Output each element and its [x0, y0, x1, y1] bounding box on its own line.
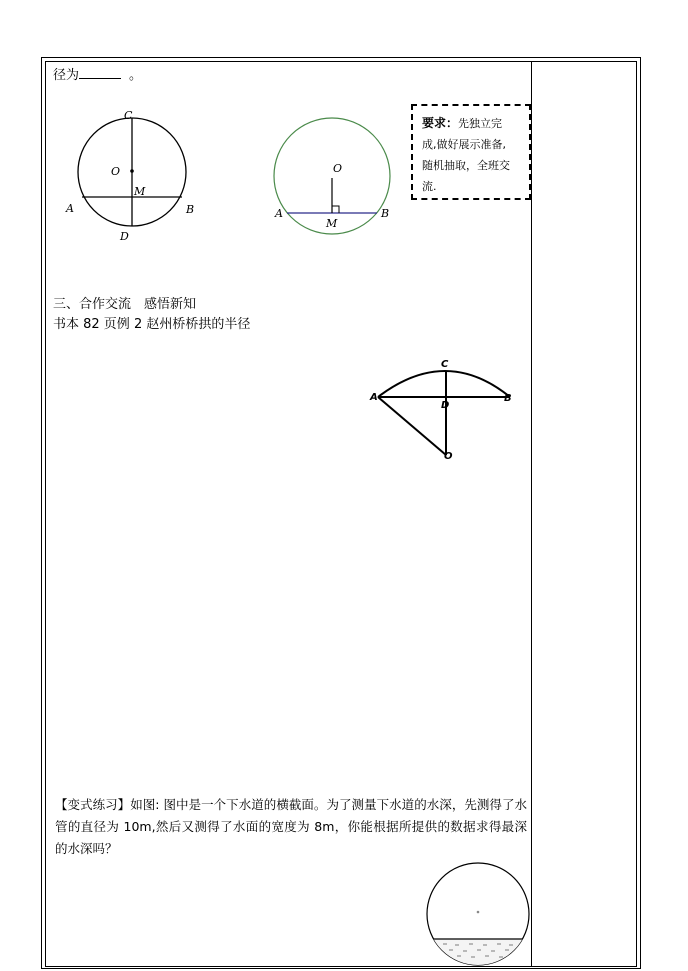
answer-blank[interactable] — [79, 66, 121, 79]
top-line-suffix: 。 — [129, 68, 143, 83]
requirement-line3: 随机抽取，全班交 — [422, 159, 510, 172]
label-C3: C — [441, 359, 449, 370]
label-B: B — [186, 203, 195, 216]
top-line-prefix: 径为 — [53, 68, 80, 83]
requirement-line2: 成,做好展示准备, — [422, 138, 506, 151]
label-O3: O — [444, 451, 453, 462]
section-task: 书本 82 页例 2 赵州桥桥拱的半径 — [53, 317, 251, 332]
figure-pipe-cross-section — [425, 862, 533, 967]
label-A2: A — [275, 207, 283, 220]
label-A3: A — [370, 392, 378, 403]
column-divider — [531, 61, 532, 967]
requirement-box — [411, 104, 531, 200]
label-A: A — [66, 202, 74, 215]
label-C: C — [124, 109, 133, 122]
label-M2: M — [326, 217, 338, 230]
figure-bridge-arch — [370, 355, 520, 465]
figure-circle-perpendicular — [265, 115, 405, 240]
label-O2: O — [333, 162, 343, 175]
top-line — [53, 66, 142, 84]
label-D: D — [120, 230, 129, 243]
requirement-title: 要求： — [422, 116, 459, 130]
label-M: M — [134, 185, 146, 198]
figure-circle-diameter-chord — [60, 100, 210, 250]
variant-exercise-text: 【变式练习】如图: 图中是一个下水道的横截面。为了测量下水道的水深，先测得了水管的直径为 10m,然后又测得了水面的宽度为 8m，你能根据所提供的数据求得最深的水深吗？ — [55, 797, 527, 856]
label-D3: D — [441, 400, 450, 411]
section-heading: 三、合作交流 感悟新知 — [53, 297, 197, 312]
label-O: O — [111, 165, 121, 178]
label-B3: B — [504, 393, 512, 404]
label-B2: B — [381, 207, 390, 220]
requirement-line4: 流. — [422, 180, 437, 193]
requirement-line1: 要求：先独立完 — [422, 116, 503, 130]
